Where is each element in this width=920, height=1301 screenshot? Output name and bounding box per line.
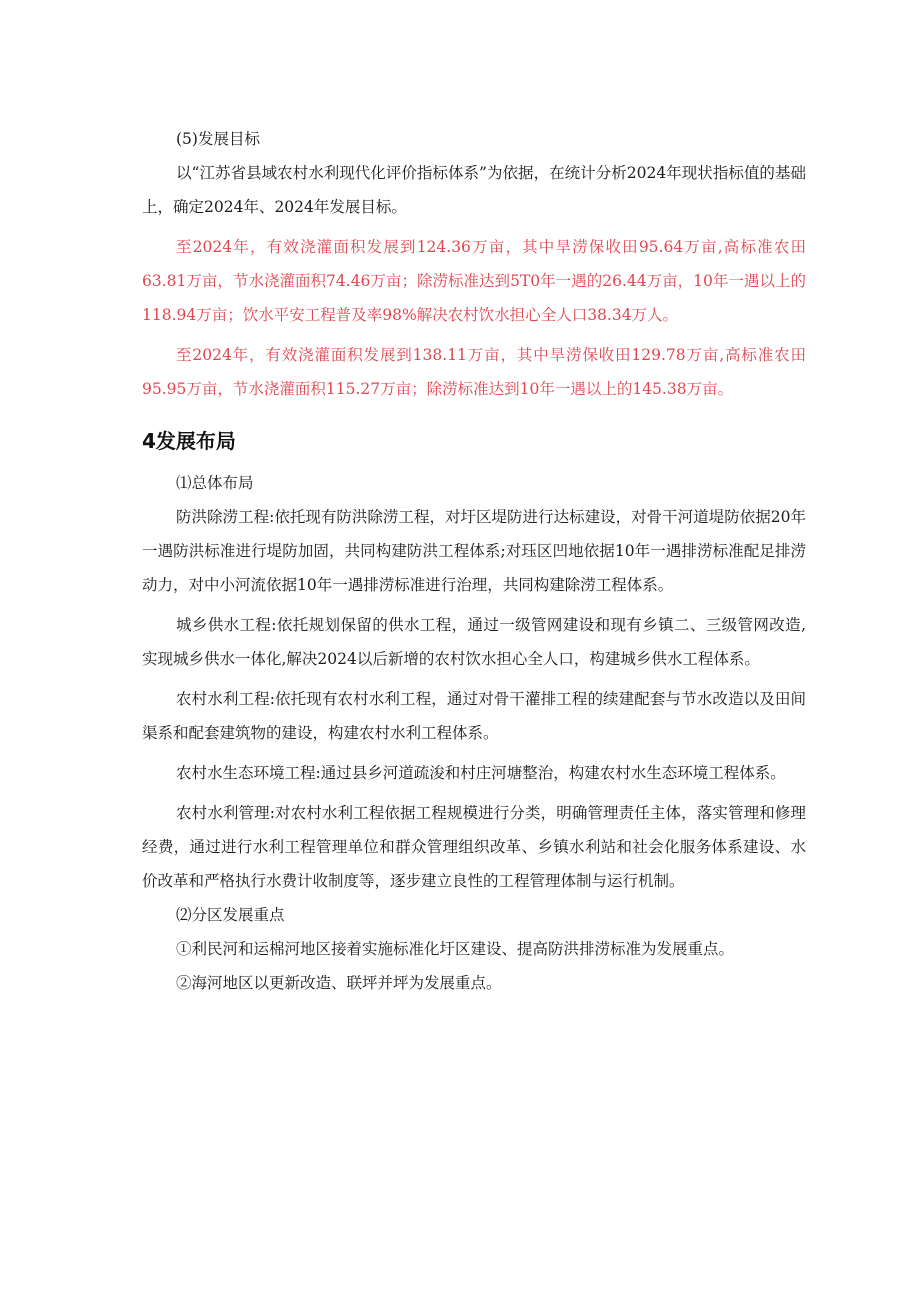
overall-layout-title: ⑴总体布局 bbox=[176, 474, 254, 492]
zone-focus-title: ⑵分区发展重点 bbox=[176, 906, 285, 924]
zone-focus-item-2: ②海河地区以更新改造、联坪并坪为发展重点。 bbox=[176, 974, 502, 992]
section-4-heading: 4发展布局 bbox=[142, 429, 236, 453]
zone-focus-item-1: ①利民河和运棉河地区接着实施标准化圩区建设、提高防洪排涝标准为发展重点。 bbox=[176, 940, 735, 958]
section-5-intro: 以“江苏省县域农村水利现代化评价指标体系”为依据，在统计分析2024年现状指标值的基础上，确定2024年、2024年发展目标。 bbox=[142, 164, 806, 216]
goal-paragraph-a: 至2024年，有效浇灌面积发展到124.36万亩，其中旱涝保收田95.64万亩,高标准农田63.81万亩，节水浇灌面积74.46万亩；除涝标准达到5T0年一遇的26.44万亩，10年一遇以上的118.94万亩；饮水平安工程普及率98%解决农村饮水担心全人口38.34万人。 bbox=[142, 238, 806, 324]
section-5-title: (5)发展目标 bbox=[176, 130, 260, 148]
document-body bbox=[142, 122, 806, 1000]
goal-paragraph-b: 至2024年，有效浇灌面积发展到138.11万亩，其中旱涝保收田129.78万亩,高标准农田95.95万亩，节水浇灌面积115.27万亩；除涝标准达到10年一遇以上的145.38万亩。 bbox=[142, 346, 806, 398]
water-supply-paragraph: 城乡供水工程:依托规划保留的供水工程，通过一级管网建设和现有乡镇二、三级管网改造,实现城乡供水一体化,解决2024以后新增的农村饮水担心全人口，构建城乡供水工程体系。 bbox=[142, 616, 806, 668]
flood-control-paragraph: 防洪除涝工程:依托现有防洪除涝工程，对圩区堤防进行达标建设，对骨干河道堤防依据20年一遇防洪标准进行堤防加固，共同构建防洪工程体系;对珏区凹地依据10年一遇排涝标准配足排涝动力，对中小河流依据10年一遇排涝标准进行治理，共同构建除涝工程体系。 bbox=[142, 508, 806, 594]
farm-water-paragraph: 农村水利工程:依托现有农村水利工程，通过对骨干灌排工程的续建配套与节水改造以及田间渠系和配套建筑物的建设，构建农村水利工程体系。 bbox=[142, 690, 806, 742]
water-ecology-paragraph: 农村水生态环境工程:通过县乡河道疏浚和村庄河塘整治，构建农村水生态环境工程体系。 bbox=[176, 764, 786, 782]
water-management-paragraph: 农村水利管理:对农村水利工程依据工程规模进行分类，明确管理责任主体，落实管理和修理经费，通过进行水利工程管理单位和群众管理组织改革、乡镇水利站和社会化服务体系建设、水价改革和严格执行水费计收制度等，逐步建立良性的工程管理体制与运行机制。 bbox=[142, 804, 806, 890]
